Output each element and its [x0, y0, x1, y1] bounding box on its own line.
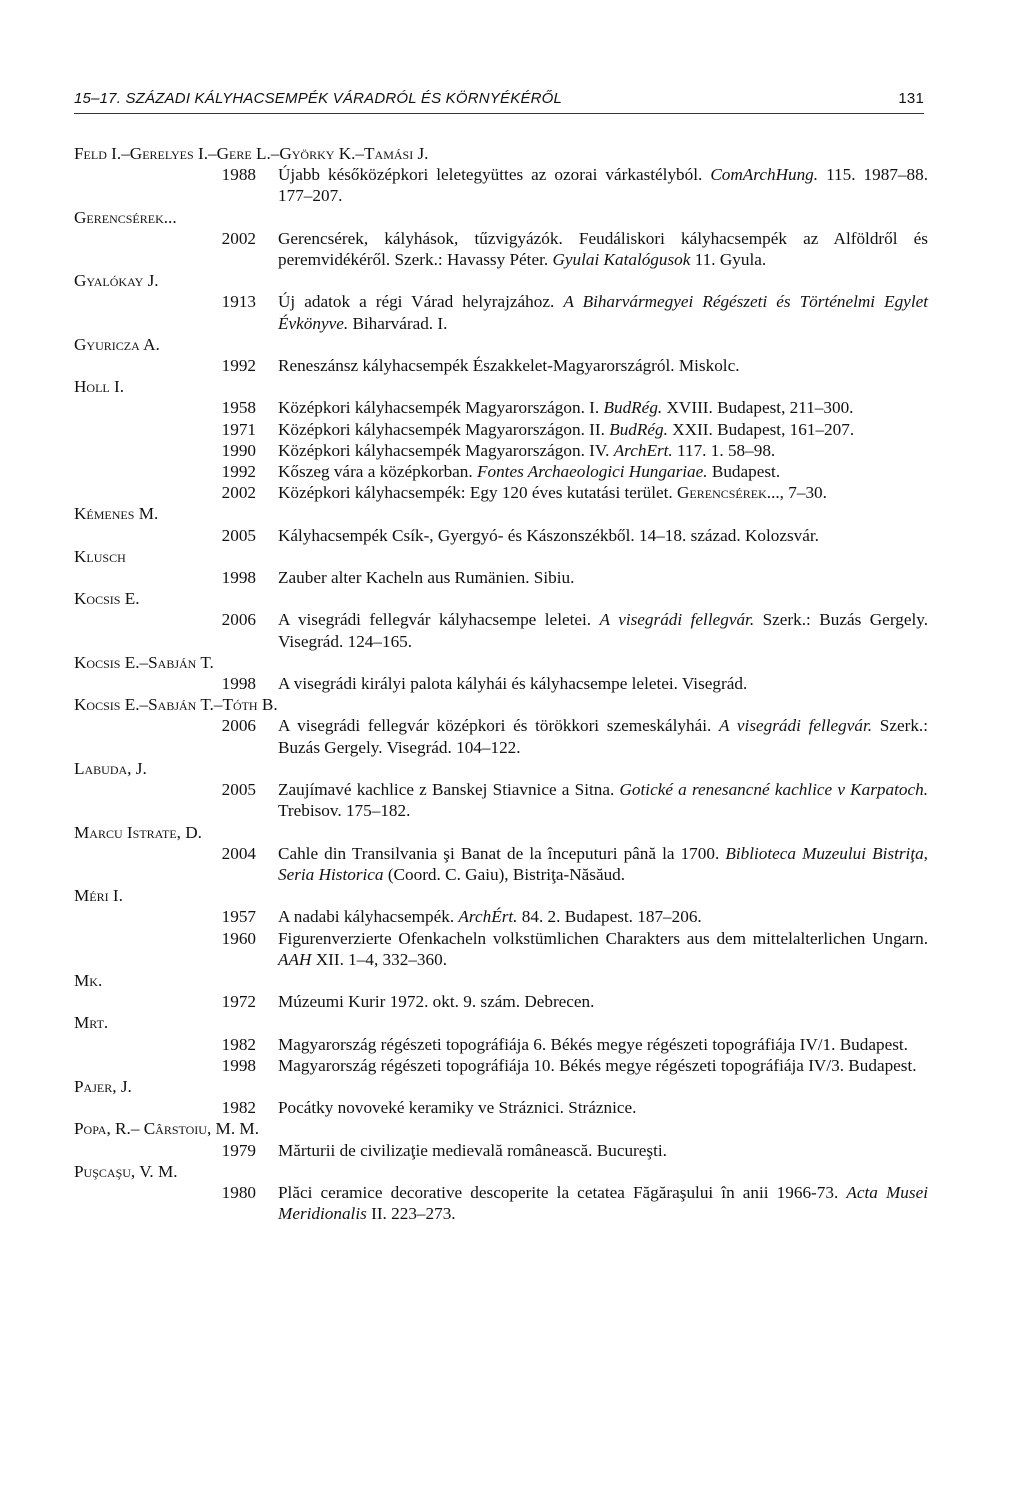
bib-author: Kocsis E.: [74, 589, 140, 609]
bib-text-part: Plăci ceramice decorative descoperite la cetatea Făgăraşului în anii 1966-73.: [278, 1182, 847, 1202]
bib-italic-text: BudRég.: [603, 398, 663, 418]
bib-text: [278, 164, 928, 206]
bib-text: [278, 525, 928, 546]
bib-entry: [74, 1034, 934, 1055]
bib-text-part: XII. 1–4, 332–360.: [311, 949, 448, 969]
bib-text-part: Cahle din Transilvania şi Banat de la începuturi până la 1700.: [278, 843, 726, 863]
bib-year: 2005: [221, 780, 256, 800]
bib-year: 1998: [221, 568, 256, 588]
bib-entry: [74, 525, 934, 546]
header-rule: [74, 113, 924, 114]
bib-text-part: Szerk.: Buzás Gergely. Visegrád. 124–165.: [278, 610, 928, 651]
bib-text-part: 115. 1987–88. 177–207.: [278, 165, 928, 206]
bib-text: [278, 482, 928, 503]
bib-text-part: XVIII. Budapest, 211–300.: [662, 398, 854, 418]
bib-entry: [74, 355, 934, 376]
running-head: [74, 90, 924, 112]
bib-italic-text: Acta Musei Meridionalis: [278, 1182, 928, 1224]
bib-entry: [74, 440, 934, 461]
bib-text-part: XXII. Budapest, 161–207.: [667, 419, 855, 439]
bib-text-part: II. 223–273.: [366, 1204, 456, 1224]
bib-author: Gyuricza A.: [74, 334, 160, 354]
bib-author: Gerencsérek...: [74, 207, 177, 227]
bib-year: 1972: [221, 992, 256, 1012]
bib-text-part: Zaujímavé kachlice z Banskej Stiavnice a Sitna.: [278, 780, 620, 800]
bib-author: Labuda, J.: [74, 758, 147, 778]
bib-year: 1980: [221, 1182, 256, 1202]
bib-year: 2006: [221, 716, 256, 736]
bib-author: Pajer, J.: [74, 1076, 132, 1096]
bib-italic-text: AAH: [278, 949, 312, 969]
bib-author: Kocsis E.–Sabján T.–Tóth B.: [74, 695, 278, 715]
bib-entry: [74, 419, 934, 440]
bib-text: [278, 991, 928, 1012]
bib-text: [278, 779, 928, 821]
bib-year: 1960: [221, 928, 256, 948]
bib-text-part: Magyarország régészeti topográfiája 10. Békés megye régészeti topográfiája IV/3. Budapest.: [278, 1055, 917, 1075]
bib-text-part: Középkori kályhacsempék Magyarországon. I.: [278, 398, 604, 418]
bib-author: Méri I.: [74, 886, 123, 906]
bib-italic-text: Fontes Archaeologici Hungariae.: [477, 462, 708, 482]
bib-entry: [74, 991, 934, 1012]
bib-italic-text: A visegrádi fellegvár.: [599, 610, 755, 630]
bib-italic-text: ArchErt.: [613, 440, 673, 460]
bib-text: [278, 928, 928, 970]
bib-entry: [74, 291, 934, 333]
bib-text: [278, 228, 928, 270]
bib-author: Mrt.: [74, 1013, 109, 1033]
bib-text-part: Figurenverzierte Ofenkacheln volkstümlichen Charakters aus dem mittelalterlichen Ungarn.: [278, 928, 928, 948]
bib-text: [278, 461, 928, 482]
bib-text-part: Pocátky novoveké keramiky ve Stráznici. Stráznice.: [278, 1098, 637, 1118]
bib-italic-text: Gyulai Katalógusok: [552, 250, 691, 270]
bib-year: 1913: [221, 292, 256, 312]
bib-author: Kocsis E.–Sabján T.: [74, 652, 214, 672]
bib-author: Popa, R.– Cârstoiu, M. M.: [74, 1119, 260, 1139]
bib-entry: [74, 779, 934, 821]
bib-entry: [74, 1097, 934, 1118]
bib-text-part: Szerk.: Buzás Gergely. Visegrád. 104–122.: [278, 716, 929, 757]
bib-entry: [74, 482, 934, 503]
bib-text-part: Kőszeg vára a középkorban.: [278, 462, 477, 482]
bib-text-part: A nadabi kályhacsempék.: [278, 907, 459, 927]
bib-year: 1998: [221, 1055, 256, 1075]
bib-text-part: Középkori kályhacsempék Magyarországon. IV.: [278, 440, 614, 460]
bib-text-part: 11. Gyula.: [690, 250, 767, 270]
bib-year: 1998: [221, 674, 256, 694]
bib-year: 2002: [221, 228, 256, 248]
bib-text-part: Mărturii de civilizaţie medievală românească. Bucureşti.: [278, 1140, 667, 1160]
bib-year: 2006: [221, 610, 256, 630]
bib-text-part: A visegrádi fellegvár középkori és törökkori szemeskályhái.: [278, 716, 720, 736]
bib-entry: [74, 715, 934, 757]
bib-text: [278, 609, 928, 651]
bib-year: 1982: [221, 1034, 256, 1054]
bib-entry: [74, 673, 934, 694]
bib-year: 2005: [221, 525, 256, 545]
bib-text-part: Trebisov. 175–182.: [278, 801, 411, 821]
bib-text: [278, 440, 928, 461]
bib-text: [278, 843, 928, 885]
bib-text-part: A visegrádi fellegvár kályhacsempe leletei.: [278, 610, 600, 630]
bib-text-part: Múzeumi Kurir 1972. okt. 9. szám. Debrecen.: [278, 992, 595, 1012]
bib-text-part: Biharvárad. I.: [348, 313, 448, 333]
bib-italic-text: BudRég.: [609, 419, 668, 439]
bib-italic-text: ArchÉrt.: [458, 907, 518, 927]
bib-text: [278, 397, 928, 418]
bib-author: Kémenes M.: [74, 504, 159, 524]
bib-text-part: Magyarország régészeti topográfiája 6. Békés megye régészeti topográfiája IV/1. Budapest.: [278, 1034, 908, 1054]
bib-author: Mk.: [74, 970, 103, 990]
bib-year: 1958: [221, 398, 256, 418]
bib-text: [278, 567, 928, 588]
bib-text-part: Új adatok a régi Várad helyrajzához.: [278, 292, 564, 312]
bib-author: Gyalókay J.: [74, 271, 159, 291]
bib-italic-text: A visegrádi fellegvár.: [719, 716, 873, 736]
bib-entry: [74, 1140, 934, 1161]
running-head-title: 15–17. SZÁZADI KÁLYHACSEMPÉK VÁRADRÓL ÉS KÖRNYÉKÉRŐL: [74, 90, 563, 107]
bib-entry: [74, 1182, 934, 1224]
bib-text-part: (Coord. C. Gaiu), Bistriţa-Năsăud.: [383, 864, 626, 884]
bib-entry: [74, 928, 934, 970]
bib-italic-text: Gotické a renesancné kachlice v Karpatoch.: [619, 780, 928, 800]
bib-text: [278, 673, 928, 694]
bib-text: [278, 1034, 928, 1055]
bib-text-part: Reneszánsz kályhacsempék Északkelet-Magyarországról. Miskolc.: [278, 356, 740, 376]
bib-entry: [74, 164, 934, 206]
bib-author: Klusch: [74, 546, 126, 566]
bib-year: 1971: [221, 419, 256, 439]
bib-entry: [74, 397, 934, 418]
bib-italic-text: ComArchHung.: [710, 165, 819, 185]
bib-text-part: Középkori kályhacsempék Magyarországon. II.: [278, 419, 610, 439]
bib-text-part: Gerencsérek, kályhások, tűzvigyázók. Feudáliskori kályhacsempék az Alföldről és peremvidékéről. Szerk.: Havassy Péter.: [278, 228, 928, 270]
page-number: 131: [898, 90, 924, 107]
bib-year: 1992: [221, 462, 256, 482]
bib-text: [278, 715, 928, 757]
bib-year: 1982: [221, 1098, 256, 1118]
bib-entry: [74, 906, 934, 927]
bib-text-part: 84. 2. Budapest. 187–206.: [517, 907, 702, 927]
bib-text: [278, 419, 928, 440]
bib-italic-text: Biblioteca Muzeului Bistriţa, Seria Historica: [278, 843, 928, 884]
bib-text-part: 117. 1. 58–98.: [672, 440, 776, 460]
bib-text: [278, 1097, 928, 1118]
bib-text-part: Újabb későközépkori leletegyüttes az ozorai várkastélyból.: [278, 165, 711, 185]
bib-text-part: Középkori kályhacsempék: Egy 120 éves kutatási terület.: [278, 483, 678, 503]
bib-text: [278, 1140, 928, 1161]
bib-entry: [74, 461, 934, 482]
bib-year: 2004: [221, 843, 256, 863]
bib-text-part: Kályhacsempék Csík-, Gyergyó- és Kászonszékből. 14–18. század. Kolozsvár.: [278, 525, 819, 545]
bib-italic-text: A Biharvármegyei Régészeti és Történelmi Egylet Évkönyve.: [278, 292, 928, 333]
bib-year: 1990: [221, 440, 256, 460]
bibliography-list: [74, 143, 934, 1224]
bib-text: [278, 355, 928, 376]
bib-entry: [74, 843, 934, 885]
bib-text: [278, 291, 928, 333]
bib-text: [278, 1182, 928, 1224]
bib-author: Holl I.: [74, 377, 125, 397]
bib-author: Marcu Istrate, D.: [74, 822, 202, 842]
bib-text-part: Gerencsérek: [677, 483, 767, 503]
bib-author: Puşcaşu, V. M.: [74, 1161, 178, 1181]
bib-entry: [74, 1055, 934, 1076]
bib-year: 1992: [221, 356, 256, 376]
bib-year: 1957: [221, 907, 256, 927]
bib-entry: [74, 228, 934, 270]
bib-year: 2002: [221, 483, 256, 503]
bib-text-part: Budapest.: [707, 462, 781, 482]
bib-entry: [74, 567, 934, 588]
bib-entry: [74, 609, 934, 651]
bib-year: 1979: [221, 1140, 256, 1160]
bib-text: [278, 1055, 928, 1076]
bib-text: [278, 906, 928, 927]
bib-author: Feld I.–Gerelyes I.–Gere L.–Györky K.–Tamási J.: [74, 144, 429, 163]
bib-text-part: ..., 7–30.: [766, 483, 827, 503]
bib-text-part: Zauber alter Kacheln aus Rumänien. Sibiu.: [278, 568, 575, 588]
bib-year: 1988: [221, 165, 256, 185]
bib-text-part: A visegrádi királyi palota kályhái és kályhacsempe leletei. Visegrád.: [278, 674, 748, 694]
